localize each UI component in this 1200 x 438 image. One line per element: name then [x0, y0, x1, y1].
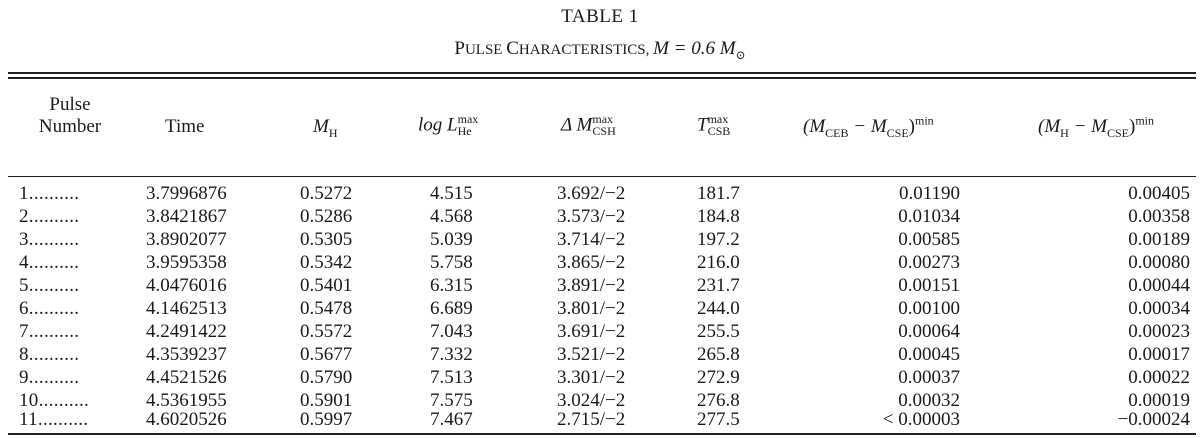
- cell-mceb-mcse: 0.00037: [898, 367, 960, 388]
- header-mhcse-sub2: CSE: [1106, 125, 1129, 140]
- cell-mh: 0.5272: [300, 183, 353, 204]
- header-rule: [8, 176, 1196, 177]
- cell-t-csb: 181.7: [697, 183, 740, 204]
- table-row: [0, 320, 1200, 343]
- cell-time: 3.7996876: [146, 183, 227, 204]
- cell-t-csb: 265.8: [697, 344, 740, 365]
- cell-t-csb: 197.2: [697, 229, 740, 250]
- header-mceb-sup: min: [915, 113, 934, 128]
- header-dm-scripts: [592, 113, 615, 137]
- table-row: [0, 228, 1200, 251]
- cell-mh: 0.5677: [300, 344, 353, 365]
- cell-pulse: 3..........: [19, 229, 80, 250]
- caption-initial-c: C: [506, 38, 519, 59]
- cell-pulse: 5..........: [19, 275, 80, 296]
- cell-delta-m: 3.573/−2: [557, 206, 626, 227]
- top-rule-thin: [8, 77, 1196, 79]
- table-caption: [0, 38, 1200, 63]
- header-tcsb-base: T: [697, 114, 708, 136]
- header-mceb-minus-mcse: [803, 113, 934, 140]
- cell-mceb-mcse: 0.00273: [898, 252, 960, 273]
- cell-t-csb: 276.8: [697, 390, 740, 411]
- cell-log-lhe: 4.568: [430, 206, 473, 227]
- cell-mh-mcse: 0.00017: [1128, 344, 1190, 365]
- cell-mh-mcse: 0.00019: [1128, 390, 1190, 411]
- header-logl-base: log L: [418, 114, 458, 136]
- cell-time: 4.2491422: [146, 321, 227, 342]
- cell-pulse: 6..........: [19, 298, 80, 319]
- cell-mh: 0.5478: [300, 298, 353, 319]
- header-mhcse-mid: − M: [1068, 116, 1107, 137]
- header-mhcse-sub1: H: [1060, 125, 1069, 140]
- cell-log-lhe: 7.467: [430, 409, 473, 430]
- header-dm-sub: CSH: [592, 124, 616, 138]
- cell-mceb-mcse: 0.00100: [898, 298, 960, 319]
- bottom-rule: [8, 433, 1196, 435]
- table-row: [0, 366, 1200, 389]
- cell-t-csb: 272.9: [697, 367, 740, 388]
- cell-mceb-mcse: 0.01034: [898, 206, 960, 227]
- header-dm-sup: max: [592, 112, 614, 126]
- cell-time: 4.4521526: [146, 367, 227, 388]
- cell-time: 3.8421867: [146, 206, 227, 227]
- cell-mh-mcse: 0.00044: [1128, 275, 1190, 296]
- table-row: [0, 251, 1200, 274]
- cell-mh: 0.5286: [300, 206, 353, 227]
- header-dm-base: Δ M: [561, 114, 593, 136]
- cell-log-lhe: 4.515: [430, 183, 473, 204]
- cell-time: 4.1462513: [146, 298, 227, 319]
- header-time: Time: [165, 116, 205, 137]
- sun-symbol: ⊙: [735, 47, 746, 62]
- cell-pulse: 9..........: [19, 367, 80, 388]
- header-tcsb-sub: CSB: [707, 124, 731, 138]
- table-row: [0, 343, 1200, 366]
- cell-mceb-mcse: 0.00045: [898, 344, 960, 365]
- cell-mh: 0.5342: [300, 252, 353, 273]
- cell-pulse: 10..........: [19, 390, 90, 411]
- cell-delta-m: 3.301/−2: [557, 367, 626, 388]
- cell-mh: 0.5401: [300, 275, 353, 296]
- cell-mceb-mcse: 0.00151: [898, 275, 960, 296]
- table-row: [0, 297, 1200, 320]
- cell-mceb-mcse: 0.00064: [898, 321, 960, 342]
- cell-mh: 0.5901: [300, 390, 353, 411]
- cell-delta-m: 2.715/−2: [557, 409, 626, 430]
- table-row: [0, 205, 1200, 228]
- cell-time: 4.0476016: [146, 275, 227, 296]
- cell-time: 4.6020526: [146, 409, 227, 430]
- cell-t-csb: 255.5: [697, 321, 740, 342]
- header-mceb-open: (M: [803, 116, 826, 137]
- cell-t-csb: 216.0: [697, 252, 740, 273]
- header-logl-scripts: [458, 113, 479, 137]
- cell-pulse: 11..........: [19, 409, 89, 430]
- cell-t-csb: 244.0: [697, 298, 740, 319]
- header-pulse-number: [27, 94, 113, 138]
- cell-delta-m: 3.691/−2: [557, 321, 626, 342]
- cell-delta-m: 3.801/−2: [557, 298, 626, 319]
- header-delta-m-csh: [561, 114, 616, 138]
- cell-time: 3.8902077: [146, 229, 227, 250]
- cell-delta-m: 3.865/−2: [557, 252, 626, 273]
- cell-log-lhe: 5.039: [430, 229, 473, 250]
- header-mh-sub: H: [328, 125, 338, 140]
- cell-time: 4.3539237: [146, 344, 227, 365]
- cell-pulse: 4..........: [19, 252, 80, 273]
- cell-log-lhe: 5.758: [430, 252, 473, 273]
- cell-mh-mcse: 0.00034: [1128, 298, 1190, 319]
- cell-mh-mcse: 0.00080: [1128, 252, 1190, 273]
- cell-mh: 0.5790: [300, 367, 353, 388]
- cell-delta-m: 3.891/−2: [557, 275, 626, 296]
- cell-t-csb: 277.5: [697, 409, 740, 430]
- caption-initial-p: P: [454, 38, 465, 59]
- table-row: [0, 408, 1200, 431]
- cell-mh: 0.5997: [300, 409, 353, 430]
- cell-pulse: 7..........: [19, 321, 80, 342]
- cell-pulse: 1..........: [19, 183, 80, 204]
- header-mhcse-sup: min: [1135, 113, 1154, 128]
- header-mceb-sub1: CEB: [825, 125, 849, 140]
- cell-log-lhe: 7.043: [430, 321, 473, 342]
- top-rule-thick: [8, 72, 1196, 74]
- cell-mh: 0.5305: [300, 229, 353, 250]
- cell-mh-mcse: 0.00022: [1128, 367, 1190, 388]
- header-mhcse-open: (M: [1038, 116, 1061, 137]
- cell-delta-m: 3.024/−2: [557, 390, 626, 411]
- cell-pulse: 8..........: [19, 344, 80, 365]
- header-mhcse-close: ): [1129, 116, 1136, 137]
- cell-time: 4.5361955: [146, 390, 227, 411]
- header-t-csb: [697, 114, 730, 138]
- cell-pulse: 2..........: [19, 206, 80, 227]
- header-mceb-sub2: CSE: [886, 125, 909, 140]
- cell-log-lhe: 6.315: [430, 275, 473, 296]
- caption-mass-expression: M = 0.6 M: [653, 38, 736, 59]
- header-tcsb-scripts: [708, 113, 731, 137]
- caption-word-characteristics: HARACTERISTICS,: [518, 42, 654, 58]
- cell-delta-m: 3.714/−2: [557, 229, 626, 250]
- cell-log-lhe: 6.689: [430, 298, 473, 319]
- table-label: TABLE 1: [561, 6, 639, 27]
- header-mceb-mid: − M: [848, 116, 887, 137]
- cell-time: 3.9595358: [146, 252, 227, 273]
- table-row: [0, 274, 1200, 297]
- header-logl-sub: He: [457, 124, 472, 138]
- table-row: [0, 182, 1200, 205]
- cell-mceb-mcse: 0.01190: [898, 183, 960, 204]
- header-pulse-line2: Number: [38, 116, 102, 137]
- cell-delta-m: 3.692/−2: [557, 183, 626, 204]
- cell-mceb-mcse: 0.00585: [898, 229, 960, 250]
- header-mh: [313, 116, 338, 138]
- cell-mh-mcse: 0.00023: [1128, 321, 1190, 342]
- cell-mh-mcse: 0.00358: [1128, 206, 1190, 227]
- header-mh-minus-mcse: [1038, 113, 1154, 140]
- cell-log-lhe: 7.513: [430, 367, 473, 388]
- cell-mceb-mcse: < 0.00003: [882, 409, 960, 430]
- header-tcsb-sup: max: [707, 112, 729, 126]
- cell-mh-mcse: −0.00024: [1117, 409, 1190, 430]
- cell-log-lhe: 7.332: [430, 344, 473, 365]
- cell-mh-mcse: 0.00189: [1128, 229, 1190, 250]
- cell-t-csb: 231.7: [697, 275, 740, 296]
- caption-word-pulse: ULSE: [464, 42, 507, 58]
- cell-mceb-mcse: 0.00032: [898, 390, 960, 411]
- header-mceb-close: ): [908, 116, 915, 137]
- cell-log-lhe: 7.575: [430, 390, 473, 411]
- header-logl-sup: max: [457, 112, 479, 126]
- cell-mh: 0.5572: [300, 321, 353, 342]
- header-log-lhe: [418, 114, 478, 138]
- header-mh-base: M: [313, 116, 329, 137]
- cell-mh-mcse: 0.00405: [1128, 183, 1190, 204]
- cell-delta-m: 3.521/−2: [557, 344, 626, 365]
- cell-t-csb: 184.8: [697, 206, 740, 227]
- header-pulse-line1: Pulse: [49, 94, 91, 115]
